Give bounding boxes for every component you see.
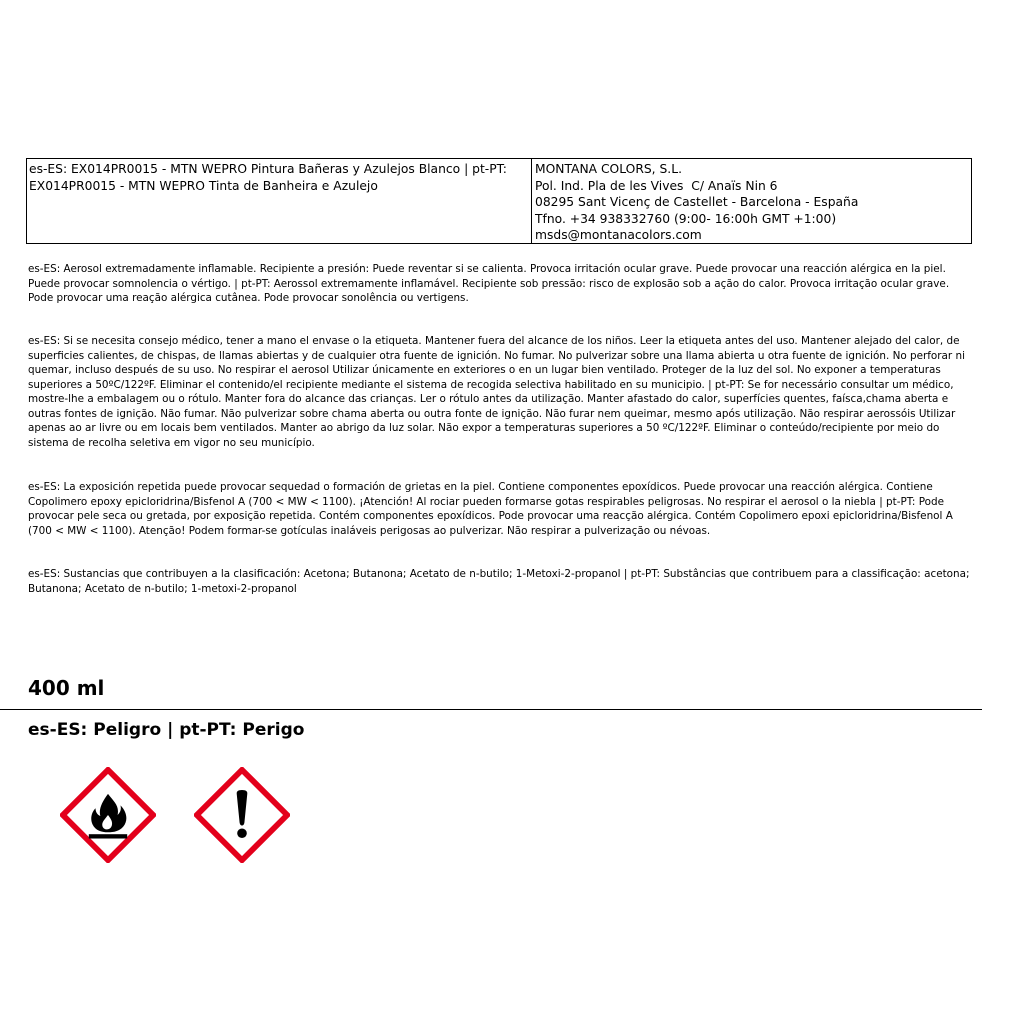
flame-icon [60, 767, 156, 863]
supplier-info [532, 159, 971, 243]
supplier-company: MONTANA COLORS, S.L. [535, 162, 682, 176]
exclamation-icon [194, 767, 290, 863]
contributing-substances: es-ES: Sustancias que contribuyen a la clasificación: Acetona; Butanona; Acetato de n-butilo; 1-Metoxi-2-propanol | pt-PT: Substâncias que contribuem para a classificação: acetona; Butanona; Acetato de n-butilo; 1-metoxi-2-propanol [28, 568, 970, 595]
product-name: es-ES: EX014PR0015 - MTN WEPRO Pintura Bañeras y Azulejos Blanco | pt-PT: EX014PR0015 - MTN WEPRO Tinta de Banheira e Azulejo [27, 159, 532, 243]
signal-word: es-ES: Peligro | pt-PT: Perigo [28, 720, 305, 740]
supplier-city: 08295 Sant Vicenç de Castellet - Barcelona - España [535, 195, 859, 209]
supplier-address: Pol. Ind. Pla de les Vives C/ Anaïs Nin 6 [535, 178, 778, 193]
hazard-pictograms [60, 767, 290, 863]
supplier-email: msds@montanacolors.com [535, 228, 702, 242]
supplier-phone: Tfno. +34 938332760 (9:00- 16:00h GMT +1:00) [535, 211, 837, 226]
precautionary-statements: es-ES: Si se necesita consejo médico, tener a mano el envase o la etiqueta. Mantener fuera del alcance de los niños. Leer la etiqueta antes del uso. Mantener alejado del calor, de superficies calientes, de chispas, de llamas abiertas y de cualquier otra fuente de ignición. No fumar. No pulverizar sobre una llama abierta u otra fuente de ignición. No perforar ni quemar, incluso después de su uso. No respirar el aerosol Utilizar únicamente en exteriores o en un lugar bien ventilado. Proteger de la luz del sol. No exponer a temperaturas superiores a 50ºC/122ºF. Eliminar el contenido/el recipiente mediante el sistema de recogida selectiva habilitado en su municipio. | pt-PT: Se for necessário consultar um médico, mostre-lhe a embalagem ou o rótulo. Manter fora do alcance das crianças. Ler o rótulo antes da utilização. Manter afastado do calor, superfícies quentes, faísca,chama aberta e outras fontes de ignição. Não fumar. Não pulverizar sobre chama aberta ou outra fonte de ignição. Não furar nem queimar, mesmo após utilização. Não respirar aerossóis Utilizar apenas ao ar livre ou em locais bem ventilados. Manter ao abrigo da luz solar. Não expor a temperaturas superiores a 50 ºC/122ºF. Eliminar o conteúdo/recipiente por meio do sistema de recolha seletiva em vigor no seu município. [28, 335, 965, 449]
product-header-table [26, 158, 972, 244]
divider-line [0, 709, 982, 710]
hazard-statements: es-ES: Aerosol extremadamente inflamable. Recipiente a presión: Puede reventar si se calienta. Provoca irritación ocular grave. Puede provocar una reacción alérgica en la piel. Puede provocar somnolencia o vértigo. | pt-PT: Aerossol extremamente inflamável. Recipiente sob pressão: risco de explosão sob a ação do calor. Provoca irritação ocular grave. Pode provocar uma reação alérgica cutânea. Pode provocar sonolência ou vertigens. [28, 263, 950, 304]
supplemental-information: es-ES: La exposición repetida puede provocar sequedad o formación de grietas en la piel. Contiene componentes epoxídicos. Puede provocar una reacción alérgica. Contiene Copolimero epoxy epicloridrina/Bisfenol A (700 < MW < 1100). ¡Atención! Al rociar pueden formarse gotas respirables peligrosas. No respirar el aerosol o la niebla | pt-PT: Pode provocar pele seca ou gretada, por exposição repetida. Contém componentes epoxídicos. Pode provocar uma reacção alérgica. Contém Copolimero epoxi epicloridrina/Bisfenol A (700 < MW < 1100). Atenção! Podem formar-se gotículas inaláveis perigosas ao pulverizar. Não respirar a pulverização ou névoas. [28, 481, 953, 537]
volume-label: 400 ml [28, 676, 105, 700]
